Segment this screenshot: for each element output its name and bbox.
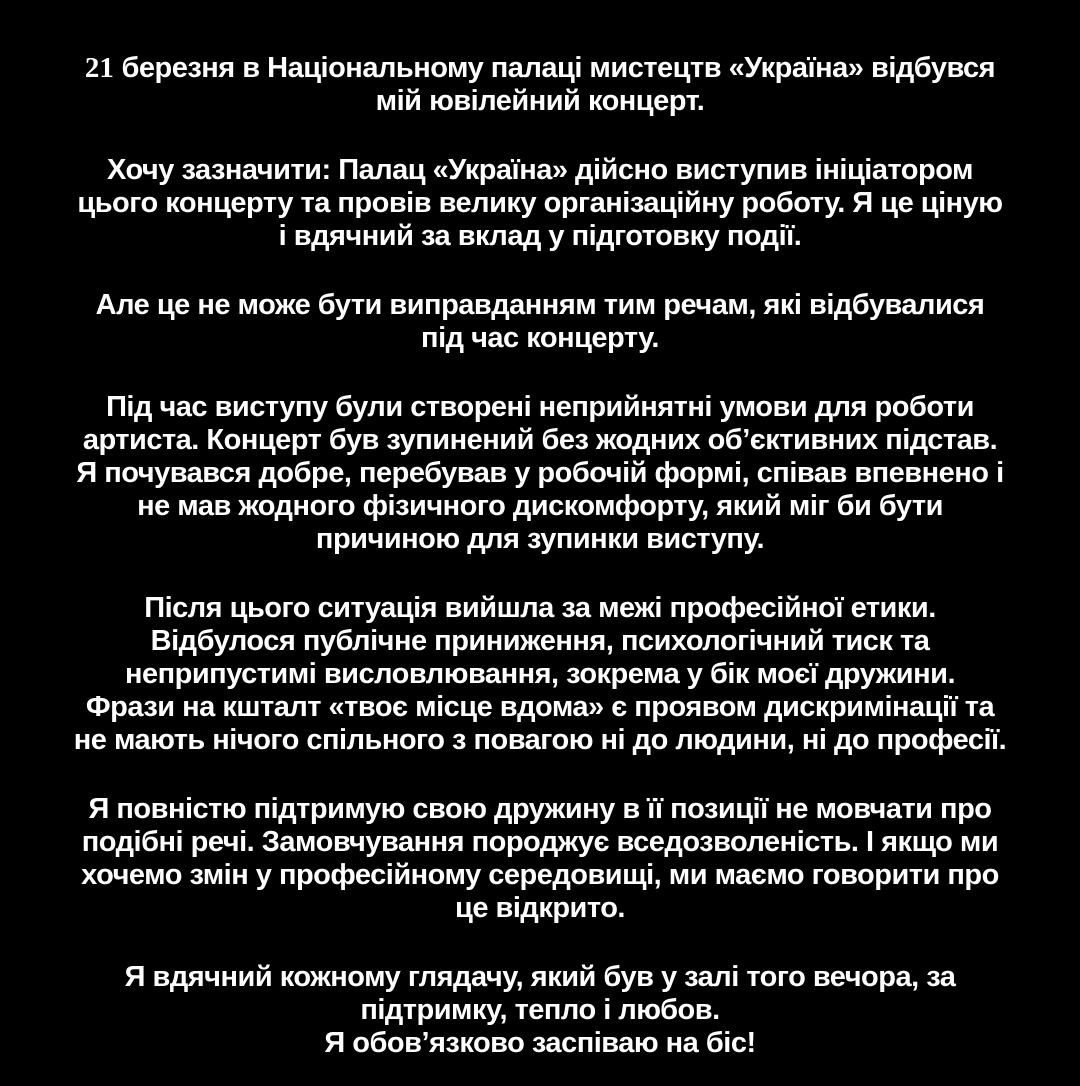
text-line: Я обов’язково заспіваю на біс! xyxy=(324,1027,756,1059)
text-line: мій ювілейний концерт. xyxy=(375,85,705,117)
text-line: Після цього ситуація вийшла за межі професійної етики. xyxy=(144,592,936,624)
text-line: підтримку, тепло і любов. xyxy=(360,994,720,1026)
paragraph-acknowledgement xyxy=(38,154,1042,253)
paragraph-but xyxy=(38,289,1042,355)
text-line: Я повністю підтримую свою дружину в її позиції не мовчати про xyxy=(88,793,992,825)
text-line: не мають нічого спільного з повагою ні до людини, ні до професії. xyxy=(73,724,1007,756)
paragraph-ethics xyxy=(38,592,1042,757)
text-line: це відкрито. xyxy=(455,892,625,924)
text-line: Я вдячний кожному глядачу, який був у залі того вечора, за xyxy=(124,961,956,993)
text-line: Під час виступу були створені неприйнятні умови для роботи xyxy=(106,391,974,423)
paragraph-conditions xyxy=(38,391,1042,556)
text-line: цього концерту та провів велику організаційну роботу. Я це ціную xyxy=(77,187,1003,219)
text-line: Хочу зазначити: Палац «Україна» дійсно виступив ініціатором xyxy=(106,154,973,186)
text-line: подібні речі. Замовчування породжує вседозволеність. І якщо ми xyxy=(81,826,999,858)
text-line: неприпустимі висловлювання, зокрема у бік моєї дружини. xyxy=(124,658,956,690)
text-line: Я почувався добре, перебував у робочій формі, співав впевнено і xyxy=(76,457,1004,489)
text-line: причиною для зупинки виступу. xyxy=(315,523,765,555)
paragraph-thanks xyxy=(38,961,1042,1060)
paragraph-intro xyxy=(38,52,1042,118)
statement-text xyxy=(38,52,1042,1060)
text-line: Фрази на кшталт «твоє місце вдома» є проявом дискримінації та xyxy=(85,691,995,723)
text-line: Але це не може бути виправданням тим речам, які відбувалися xyxy=(95,289,985,321)
text-line: Відбулося публічне приниження, психологічний тиск та xyxy=(150,625,930,657)
text-line-rest: березня в Національному палаці мистецтв «Україна» відбувся xyxy=(113,52,996,84)
text-line xyxy=(38,52,1042,85)
text-line: і вдячний за вклад у підготовку події. xyxy=(278,220,802,252)
text-line: хочемо змін у професійному середовищі, ми маємо говорити про xyxy=(81,859,999,891)
paragraph-support-wife xyxy=(38,793,1042,925)
text-line: артиста. Концерт був зупинений без жодних об’єктивних підстав. xyxy=(82,424,998,456)
text-line: під час концерту. xyxy=(421,322,659,354)
text-line: не мав жодного фізичного дискомфорту, який міг би бути xyxy=(137,490,943,522)
date-number: 21 xyxy=(84,52,114,84)
